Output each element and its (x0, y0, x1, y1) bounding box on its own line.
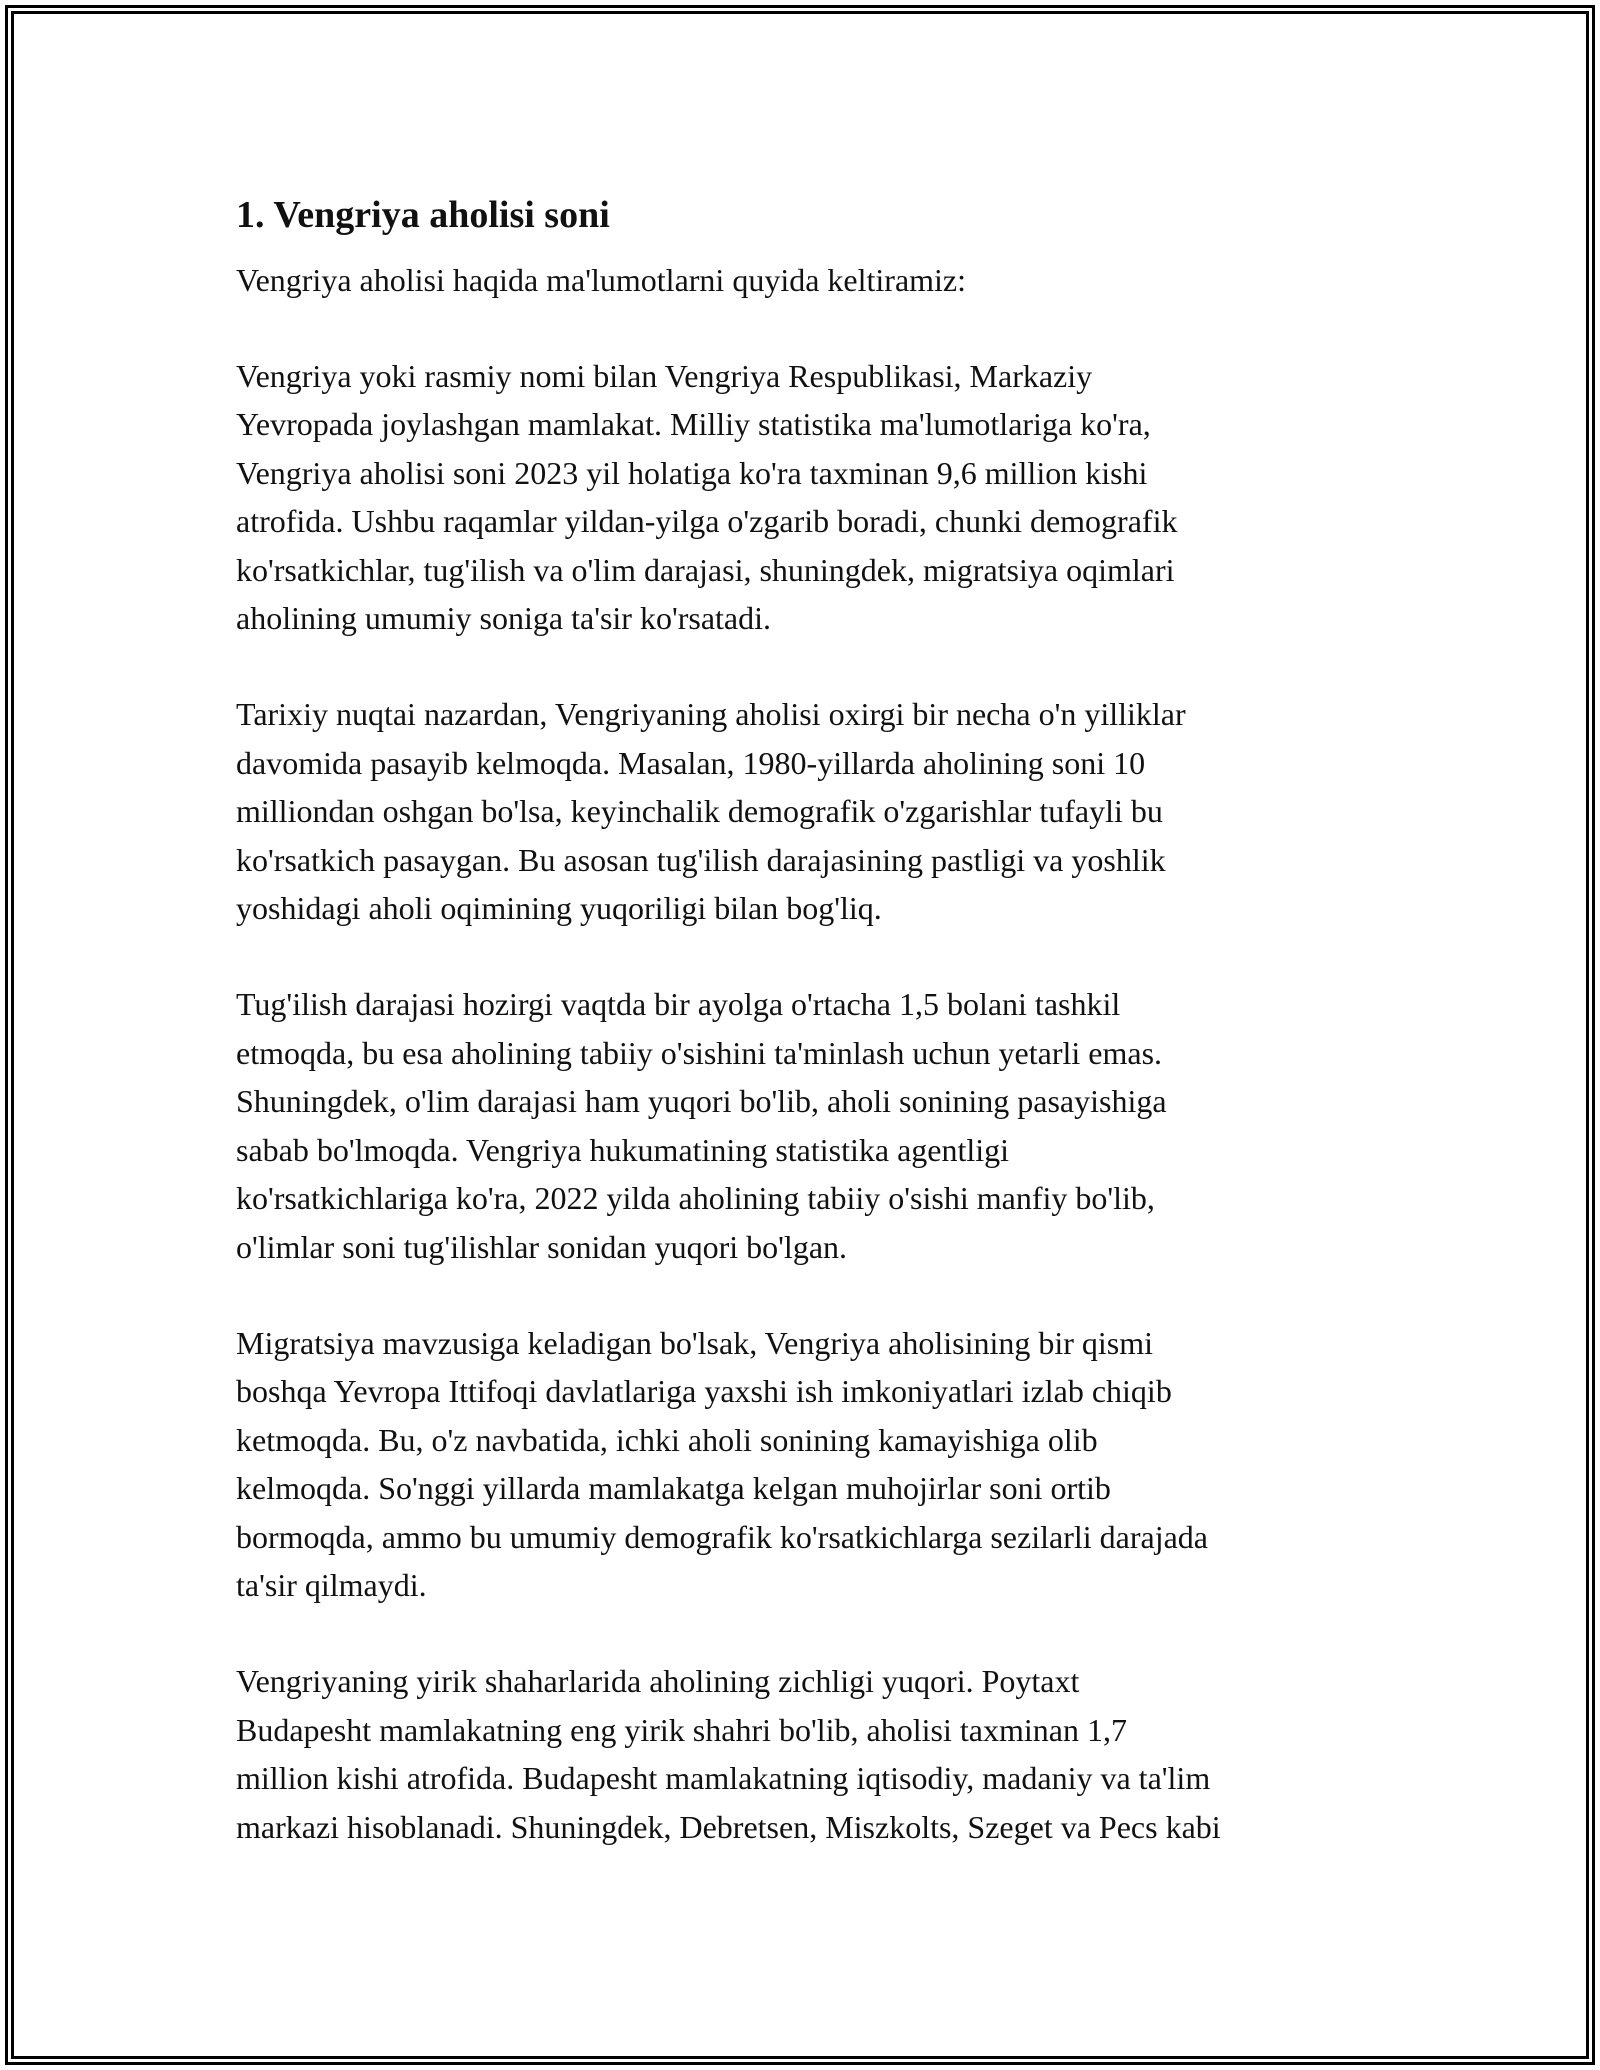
paragraph-line: Tug'ilish darajasi hozirgi vaqtda bir ayolga o'rtacha 1,5 bolani tashkil (236, 986, 1121, 1023)
paragraph-line: Tarixiy nuqtai nazardan, Vengriyaning aholisi oxirgi bir necha o'n yilliklar (236, 696, 1186, 733)
paragraph-line: Budapesht mamlakatning eng yirik shahri bo'lib, aholisi taxminan 1,7 (236, 1711, 1127, 1748)
paragraph-population-overview (236, 352, 1386, 642)
paragraph-line: ta'sir qilmaydi. (236, 1566, 427, 1603)
paragraph-line: aholining umumiy soniga ta'sir ko'rsatadi. (236, 600, 772, 637)
paragraph-line: markazi hisoblanadi. Shuningdek, Debretsen, Miszkolts, Szeget va Pecs kabi (236, 1808, 1221, 1845)
paragraph-major-cities (236, 1657, 1386, 1851)
paragraph-line: ko'rsatkichlar, tug'ilish va o'lim darajasi, shuningdek, migratsiya oqimlari (236, 551, 1175, 588)
paragraph-line: ko'rsatkichlariga ko'ra, 2022 yilda aholining tabiiy o'sishi manfiy bo'lib, (236, 1180, 1155, 1217)
paragraph-migration (236, 1319, 1386, 1609)
paragraph-line: boshqa Yevropa Ittifoqi davlatlariga yaxshi ish imkoniyatlari izlab chiqib (236, 1373, 1172, 1410)
paragraph-line: Migratsiya mavzusiga keladigan bo'lsak, Vengriya aholisining bir qismi (236, 1324, 1154, 1361)
paragraph-line: milliondan oshgan bo'lsa, keyinchalik demografik o'zgarishlar tufayli bu (236, 793, 1163, 830)
paragraph-line: bormoqda, ammo bu umumiy demografik ko'rsatkichlarga sezilarli darajada (236, 1518, 1208, 1555)
paragraph-line: Shuningdek, o'lim darajasi ham yuqori bo'lib, aholi sonining pasayishiga (236, 1083, 1167, 1120)
section-heading: 1. Vengriya aholisi soni (236, 194, 610, 236)
paragraph-line: million kishi atrofida. Budapesht mamlakatning iqtisodiy, madaniy va ta'lim (236, 1760, 1211, 1797)
document-body (236, 186, 1386, 1851)
paragraph-line: ketmoqda. Bu, o'z navbatida, ichki aholi sonining kamayishiga olib (236, 1421, 1098, 1458)
intro-paragraph: Vengriya aholisi haqida ma'lumotlarni quyida keltiramiz: (236, 262, 967, 298)
paragraph-line: davomida pasayib kelmoqda. Masalan, 1980-yillarda aholining soni 10 (236, 744, 1146, 781)
paragraph-line: Vengriya yoki rasmiy nomi bilan Vengriya Respublikasi, Markaziy (236, 358, 1093, 394)
paragraph-line: atrofida. Ushbu raqamlar yildan-yilga o'zgarib boradi, chunki demografik (236, 503, 1178, 540)
paragraph-line: Yevropada joylashgan mamlakat. Milliy statistika ma'lumotlariga ko'ra, (236, 406, 1151, 443)
paragraph-birth-rate (236, 980, 1386, 1270)
paragraph-line: Vengriyaning yirik shaharlarida aholining zichligi yuqori. Poytaxt (236, 1663, 1080, 1700)
paragraph-line: yoshidagi aholi oqimining yuqoriligi bilan bog'liq. (236, 890, 882, 927)
paragraph-line: sabab bo'lmoqda. Vengriya hukumatining statistika agentligi (236, 1131, 1010, 1168)
paragraph-line: etmoqda, bu esa aholining tabiiy o'sishini ta'minlash uchun yetarli emas. (236, 1034, 1163, 1071)
paragraph-line: Vengriya aholisi soni 2023 yil holatiga ko'ra taxminan 9,6 million kishi (236, 454, 1148, 491)
paragraph-historical-trend (236, 690, 1386, 932)
paragraph-line: o'limlar soni tug'ilishlar sonidan yuqori bo'lgan. (236, 1228, 848, 1265)
paragraph-line: ko'rsatkich pasaygan. Bu asosan tug'ilish darajasining pastligi va yoshlik (236, 841, 1166, 878)
paragraph-line: kelmoqda. So'nggi yillarda mamlakatga kelgan muhojirlar soni ortib (236, 1470, 1111, 1507)
